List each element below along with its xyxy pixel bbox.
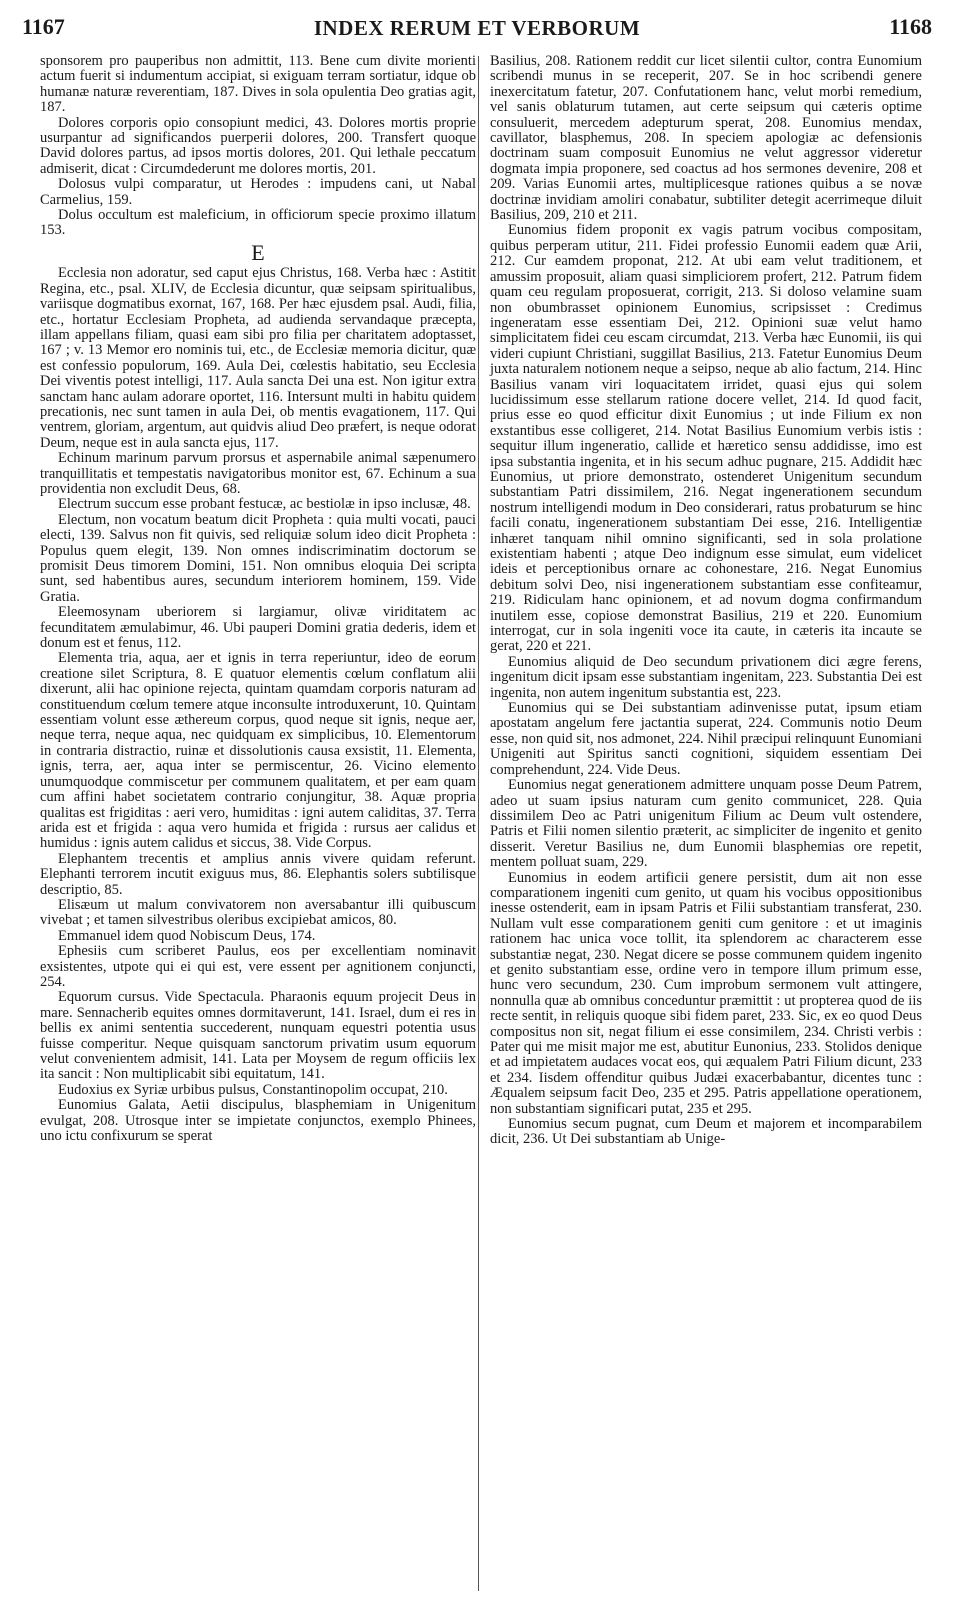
index-entry: Ecclesia non adoratur, sed caput ejus Christus, 168. Verba hæc : Astitit Regina, etc., psal. XLIV, de Ecclesia dicuntur, quæ seipsam spiritualibus, variisque dogmatibus exornat, 167, 168. Per hæc ejusdem psal. Audi, filia, etc., hortatur Ecclesiam Propheta, ad audienda servandaque præcepta, illam appellans filiam, quasi eam sibi pro filia per charitatem adoptasset, 167 ; v. 13 Memor ero nominis tui, etc., de Ecclesiæ memoria dicitur, quæ est confessio populorum, 169. Aula Dei, cœlestis habitatio, seu Ecclesia Dei viventis potest intelligi, 117. Aula sancta Dei una est. Non igitur extra sanctam hanc aulam adorare oportet, 116. Intersunt multi in habitu quidem precationis, nec sunt tamen in aula Dei, ob mentis evagationem, 117. Qui ventrem, gloriam, argentum, aut quidvis aliud Deo præfert, is neque odorat Deum, neque est in aula sancta ejus, 117.: [40, 265, 476, 451]
index-entry: Eudoxius ex Syriæ urbibus pulsus, Constantinopolim occupat, 210.: [58, 1081, 448, 1098]
page-header: [16, 14, 938, 44]
index-entry: Eunomius negat generationem admittere unquam posse Deum Patrem, adeo ut suam ipsius naturam cum genito communicet, 228. Quia dissimilem Deo ac Patri unigenitum Filium ac Deum vult ostendere, Patris et Filii nomen silentio præterit, ac simpliciter de ingenito et genito disserit. Veretur Basilius ne, dum Eunomii blasphemias ore repetit, mentem polluat suam, 229.: [490, 777, 922, 871]
index-entry: Eunomius aliquid de Deo secundum privationem dici ægre ferens, ingenitum dicit ipsam esse substantiam ingenitam, 223. Substantia Dei est ingenita, non autem ingenitum substantia est, 223.: [490, 653, 922, 701]
index-entry: Electum, non vocatum beatum dicit Propheta : quia multi vocati, pauci electi, 139. Salvus non fit quivis, sed reliquiæ solum ideo dicit Propheta : Populus quem elegit, 139. Non omnes indiscriminatim doctorum se promisit Deus timorem Domini, 151. Non omnibus eloquia Dei scripta sunt, sed habentibus aures, secundum interiorem hominem, 159. Vide Gratia.: [40, 511, 476, 605]
left-column: [40, 54, 476, 1144]
index-entry: Equorum cursus. Vide Spectacula. Pharaonis equum projecit Deus in mare. Sennacherib equites omnes dormitaverunt, 141. Israel, dum ei res in bellis ex animi sententia succederent, nunquam equestri potentia usus fuisse comperitur. Neque quisquam sanctorum privatim usum equorum velut convenientem admisit, 141. Lata per Moysem de regum officiis lex ita sancit : Non multiplicabit sibi equitatum, 141.: [40, 989, 476, 1083]
index-entry: sponsorem pro pauperibus non admittit, 113. Bene cum divite morienti actum fuerit si indumentum accipiat, si exiguam terram sortiatur, idque ob humanæ naturæ reverentiam, 187. Dives in sola opulentia Deo gratias agit, 187.: [40, 53, 476, 116]
column-divider: [478, 56, 479, 1591]
index-entry: Dolus occultum est maleficium, in officiorum specie proximo illatum 153.: [40, 207, 476, 239]
index-entry: Dolores corporis opio consopiunt medici, 43. Dolores mortis proprie usurpantur ad significandos puerperii dolores, 200. Transfert quoque David dolores partus, ad ipsos mortis dolores, 201. Qui lethale peccatum admiserit, dicat : Circumdederunt me dolores mortis, 201.: [40, 114, 476, 177]
index-entry: Elisæum ut malum convivatorem non aversabantur illi quibuscum vivebat ; et tamen silvestribus oleribus excipiebat amicos, 80.: [40, 896, 476, 929]
index-entry: Eunomius fidem proponit ex vagis patrum vocibus compositam, quibus perperam utitur, 211. Fidei professio Eunomii eadem quæ Arii, 212. Cur eamdem proponat, 212. At ubi eam velut traditionem, et amussim proposuit, aliam quasi simpliciorem profert, 212. Patrum fidem quam ceu regulam proposuerat, corrigit, 213. Si doloso velamine suam non obumbrasset opinionem Eunomius, scripsisset : Credimus ingeneratam esse essentiam Dei, 212. Opinioni suæ velut hamo simplicitatem fidei ceu escam circumdat, 213. Verba hæc Eunomii, iis qui videri cupiunt Christiani, suggillat Basilius, 213. Fatetur Eunomius Deum juxta naturalem notionem neque a seipso, neque ab alio factum, 214. Hinc Basilius vanam viri loquacitatem irridet, quasi ejus qui solem lucidissimum esse stellarum ratione docere vellet, 214. Id quod facit, prius esse eo quod efficitur dixit Eunomius ; ut inde Filium ex non exstantibus esse colligeret, 214. Notat Basilius Eunomium verbis istis : sequitur illum ingeneratio, callide et hæretico sensu addidisse, imo est ipsa substantia ingenita, et in his secum adhuc pugnare, 215. Addidit hæc Eunomius, ut priore demonstrato, ostenderet Unigenitum secundum substantiam Patri dissimilem, 216. Negat ingenerationem secundum nostrum intelligendi modum in Deo considerari, ratus probaturum se hinc facili conatu, ingenerationem substantiam Dei esse, 216. Intelligentiæ inhæret tanquam nihil omnino significanti, sed in sola prolatione existentiam habenti ; atque Deo indignum esse simulat, eum videlicet ideis et perceptionibus ornare ac cohonestare, 216. Negat Eunomius debitum solvi Deo, nisi ingenerationem substantiam esse confiteamur, 219. Ridiculam hanc opinionem, et ad novum dogma confirmandum inutilem esse, copiose demonstrat Basilius, 219 et 220. Eunomium interrogat, cur in sola ingeniti voce ita caute, in cæteris ita incaute se gerat, 220 et 221.: [490, 222, 922, 655]
right-column: [490, 54, 922, 1148]
index-entry: Ephesiis cum scriberet Paulus, eos per excellentiam nominavit exsistentes, utpote qui ei qui est, vere essent per agnitionem conjuncti, 254.: [40, 943, 476, 990]
index-entry: Eunomius qui se Dei substantiam adinvenisse putat, ipsum etiam apostatam angelum fere jactantia superat, 224. Communis notio Deum esse, non quid sit, nos admonet, 224. Nihil præcipui relinquunt Eunomiani Unigeniti aut Spiritus sancti cognitioni, siquidem essentiam Dei comprehendunt, 224. Vide Deus.: [490, 700, 922, 778]
index-entry: Eunomius in eodem artificii genere persistit, dum ait non esse comparationem ingeniti cum genito, ut quam his vocibus oppositionibus inesse ostenderit, eam in ipsam Patris et Filii substantiam transferat, 230. Nullam vult esse comparationem geniti cum genitore : et ut imaginis rationem hac unica voce tollit, ita splendorem ac characterem esse substantiæ negat, 230. Negat dicere se posse communem quidem ingenito et genito substantiam esse, ordine vero in tempore illum primum esse, hunc vero secundum, 230. Cum improbum sermonem vult attingere, nonnulla quæ ab omnibus conceduntur præmittit : ut propterea quod de iis recte sentit, in reliquis quoque sibi fidem paret, 233. Sic, ex eo quod Deus compositus non sit, negat filium ei esse consimilem, 234. Christi verbis : Pater qui me misit major me est, abutitur Eunonius, 233. Stolidos denique et ad impietatem audaces vocat eos, qui æqualem Patri Filium dicunt, 233 et 234. Iisdem offenditur quibus Judæi exacerbabantur, dicentes tunc : Æqualem seipsum facit Deo, 235 et 295. Patris appellatione operationem, non substantiam significari putat, 235 et 295.: [490, 869, 922, 1117]
running-title: INDEX RERUM ET VERBORUM: [313, 16, 641, 40]
index-entry: Basilius, 208. Rationem reddit cur licet silentii cultor, contra Eunomium scribendi munus in se receperit, 207. Se in hoc scribendi genere inexercitatum fatetur, 207. Confutationem hanc, velut morbi remedium, vel sanis oblaturum tutamen, aut certe seipsum qui cæteris optime consuluerit, mercedem adepturum sperat, 208. Eunomius mendax, cavillator, blasphemus, 208. In speciem apologiæ ac defensionis doctrinam suam composuit Eunomius ne velut aggressor videretur dogmata impia proponere, sed coactus ad hos sermones devenire, 208 et 209. Varias Eunomii artes, multiplicesque rationes quibus a se novæ doctrinæ invidiam amoliri conabatur, subtiliter detegit acerrimeque diluit Basilius, 209, 210 et 211.: [490, 53, 922, 224]
index-entry: Elephantem trecentis et amplius annis vivere quidam referunt. Elephanti terrorem incutit exiguus mus, 86. Elephantis solers subtilisque descriptio, 85.: [40, 850, 476, 898]
index-entry: Eunomius secum pugnat, cum Deum et majorem et incomparabilem dicit, 236. Ut Dei substantiam ab Unige-: [490, 1116, 922, 1148]
column-number-right: 1168: [889, 14, 932, 39]
index-entry: Eunomius Galata, Aetii discipulus, blasphemiam in Unigenitum evulgat, 208. Utrosque inter se impietate conjunctos, exemplo Phinees, uno ictu confixurum se sperat: [40, 1097, 476, 1145]
index-entry: Eleemosynam uberiorem si largiamur, olivæ viriditatem ac fecunditatem æmulabimur, 46. Ubi pauperi Domini gratia dederis, idem et donum est et fenus, 112.: [40, 604, 476, 652]
index-entry: Electrum succum esse probant festucæ, ac bestiolæ in ipso inclusæ, 48.: [58, 496, 471, 513]
index-entry: Elementa tria, aqua, aer et ignis in terra reperiuntur, ideo de eorum creatione silet Scriptura, 8. E quatuor elementis cœlum conflatum alii dixerunt, alii hac opinione rejecta, quintam quamdam corporis naturam ad constituendum cœlum temere atque inconsulte introduxerunt, 10. Quintam essentiam volunt esse æthereum corpus, quod neque sit ignis, neque aer, neque terra, neque aqua, nec quidquam ex simplicibus, 10. Elementorum in contraria distractio, ruinæ et dissolutionis causa exsistit, 11. Elementa, ignis, terra, aer, aqua inter se permiscentur, 26. Vicino elemento unumquodque commiscetur per communem qualitatem, et per eam quam cum affini habet societatem contrario conjungitur, 38. Aquæ propria qualitas est frigiditas : aeri vero, humiditas : igni autem caliditas, 37. Terra arida est et frigida : aqua vero humida et frigida : rursus aer calidus et humidus : ignis autem calidus et siccus, 38. Vide Corpus.: [40, 650, 476, 852]
index-entry: Emmanuel idem quod Nobiscum Deus, 174.: [58, 927, 316, 944]
index-entry: Echinum marinum parvum prorsus et aspernabile animal sæpenumero tranquillitatis et tempestatis navigatoribus monitor est, 67. Echinum a sua providentia non excludit Deus, 68.: [40, 450, 476, 497]
index-entry: Dolosus vulpi comparatur, ut Herodes : impudens cani, ut Nabal Carmelius, 159.: [40, 176, 476, 208]
column-number-left: 1167: [22, 14, 65, 39]
section-letter: E: [251, 239, 265, 265]
